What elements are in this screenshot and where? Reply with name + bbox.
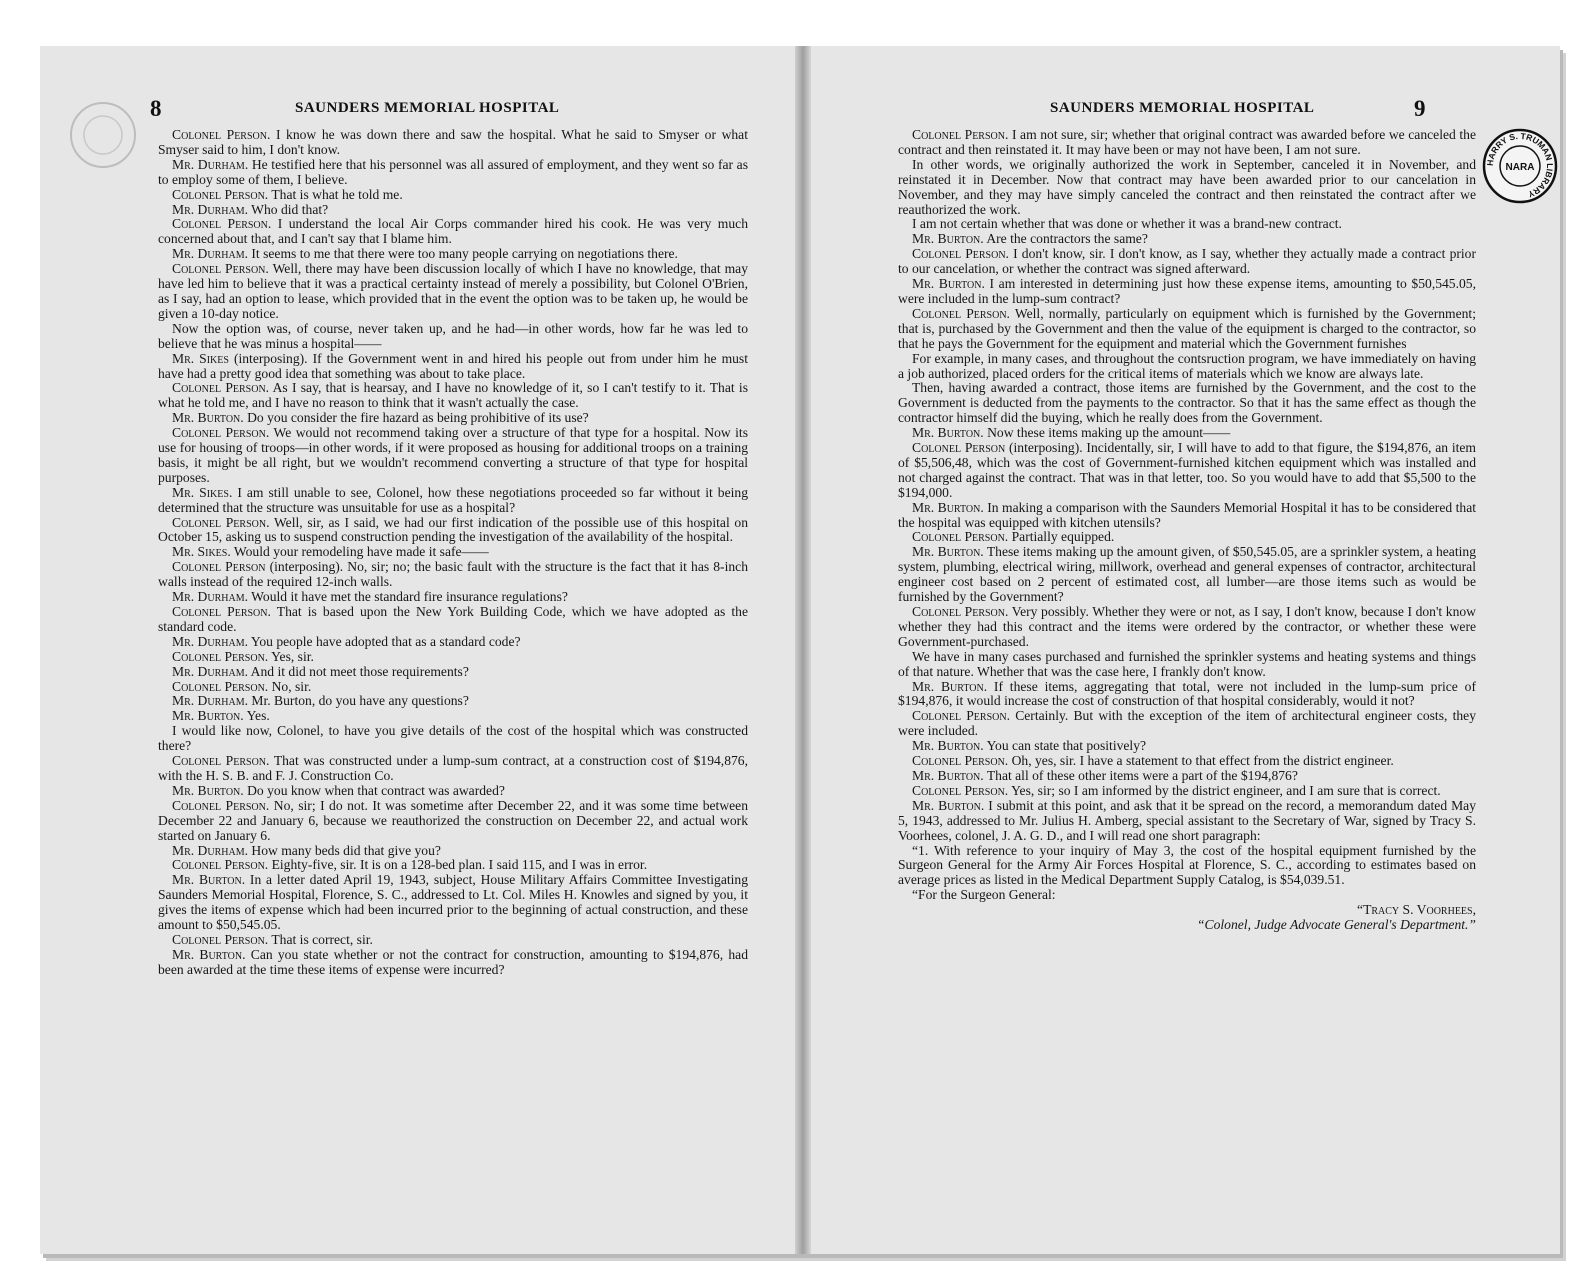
transcript-paragraph <box>158 247 748 262</box>
transcript-paragraph <box>898 426 1476 441</box>
transcript-paragraph <box>158 709 748 724</box>
paragraph-text: Now these items making up the amount—— <box>983 425 1231 441</box>
speaker-name: Mr. Burton. <box>912 678 988 694</box>
left-page-text <box>158 128 748 978</box>
transcript-paragraph <box>158 844 748 859</box>
speaker-name: Mr. Durham. <box>172 589 248 605</box>
paragraph-text: You people have adopted that as a standard code? <box>248 633 521 649</box>
paragraph-text: That is based upon the New York Building Code, which we have adopted as the standard code. <box>158 604 748 634</box>
running-header: SAUNDERS MEMORIAL HOSPITAL <box>1050 100 1315 116</box>
paragraph-text: I don't know, sir. I don't know, as I say, whether they actually made a contract prior to our cancelation, or whether the contract was signed afterward. <box>898 246 1476 277</box>
paragraph-text: Are the contractors the same? <box>983 231 1148 247</box>
paragraph-text: I am not sure, sir; whether that original contract was awarded before we canceled the contract and then reinstated it. It may have been or may not have been, I am not sure. <box>898 127 1476 157</box>
transcript-paragraph <box>158 411 748 426</box>
speaker-name: Colonel Person <box>912 440 1006 456</box>
paragraph-text: In other words, we originally authorized the work in September, canceled it in November, and reinstated it in December. Now that contract may have been awarded prior to our cancelation in November, and they may have simply canceled the contract and then reinstated the contract after we reauthorized the work. <box>898 156 1476 217</box>
speaker-name: Mr. Burton. <box>172 708 244 724</box>
transcript-paragraph <box>898 784 1476 799</box>
signature-name: “Tracy S. Voorhees, <box>1357 902 1476 918</box>
speaker-name: Colonel Person. <box>172 931 269 947</box>
paragraph-text: (interposing). Incidentally, sir, I will have to add to that figure, the $194,876, an item of $5,506,48, which was the cost of Government-furnished kitchen equipment which was installed and not charged against the contract. That was in that letter, too. So you would have to add that $5,500 to the $194,000. <box>898 440 1476 500</box>
speaker-name: Colonel Person. <box>172 857 269 873</box>
transcript-paragraph <box>158 545 748 560</box>
speaker-name: Colonel Person. <box>172 648 269 664</box>
transcript-paragraph <box>898 605 1476 650</box>
speaker-name: Colonel Person. <box>172 514 270 530</box>
speaker-name: Mr. Burton. <box>912 544 984 560</box>
paragraph-text: Certainly. But with the exception of the item of architectural engineer costs, they were included. <box>898 708 1476 739</box>
stamp-inner-text: NARA <box>1505 162 1535 173</box>
speaker-name: Colonel Person. <box>172 186 269 202</box>
transcript-paragraph <box>158 560 748 590</box>
transcript-paragraph <box>898 754 1476 769</box>
transcript-paragraph <box>158 948 748 978</box>
transcript-paragraph <box>898 352 1476 382</box>
transcript-paragraph <box>158 203 748 218</box>
transcript-paragraph <box>158 784 748 799</box>
speaker-name: Colonel Person. <box>172 216 272 232</box>
paragraph-text: Partially equipped. <box>1008 529 1115 545</box>
transcript-paragraph <box>158 873 748 933</box>
paragraph-text: I am interested in determining just how these expense items, amounting to $50,545.05, were included in the lump-sum contract? <box>898 276 1476 306</box>
transcript-paragraph <box>158 858 748 873</box>
speaker-name: Mr. Burton. <box>172 410 244 426</box>
paragraph-text: “For the Surgeon General: <box>912 887 1056 903</box>
paragraph-text: Well, there may have been discussion locally of which I have no knowledge, that may have led him to believe that it was a practical certainty instead of merely a possibility, but Colonel O'Brien, as I say, had an option to lease, which provided that in the event the option was to be taken up, he would be given a 10-day notice. <box>158 261 748 321</box>
paragraph-text: That was constructed under a lump-sum contract, at a construction cost of $194,876, with the H. S. B. and F. J. Construction Co. <box>158 753 748 783</box>
paragraph-text: These items making up the amount given, of $50,545.05, are a sprinkler system, a heating system, plumbing, electrical wiring, millwork, overhead and general expenses of contractor, architectural engineer cost based on 2 percent of estimated cost, all lumber—are those items such as would be furnished by the Government? <box>898 544 1476 605</box>
transcript-paragraph <box>898 888 1476 903</box>
transcript-paragraph <box>158 516 748 546</box>
paragraph-text: Do you know when that contract was awarded? <box>243 782 505 798</box>
transcript-paragraph <box>158 650 748 665</box>
paragraph-text: I understand the local Air Corps commander hired his cook. He was very much concerned about that, and I can't say that I blame him. <box>158 216 748 247</box>
paragraph-text: Do you consider the fire hazard as being prohibitive of its use? <box>243 410 589 426</box>
speaker-name: Mr. Burton. <box>912 276 985 292</box>
speaker-name: Mr. Burton. <box>912 797 985 813</box>
speaker-name: Colonel Person. <box>172 261 269 277</box>
transcript-paragraph <box>158 158 748 188</box>
speaker-name: Mr. Sikes <box>172 350 229 366</box>
speaker-name: Mr. Durham. <box>172 693 248 709</box>
transcript-paragraph <box>898 232 1476 247</box>
speaker-name: Mr. Durham. <box>172 201 248 217</box>
speaker-name: Colonel Person. <box>912 529 1009 545</box>
paragraph-text: Oh, yes, sir. I have a statement to that effect from the district engineer. <box>1008 753 1394 769</box>
paragraph-text: Yes, sir; so I am informed by the district engineer, and I am sure that is correct. <box>1008 782 1441 798</box>
paragraph-text: For example, in many cases, and throughout the contsruction program, we have immediately on having a job authorized, placed orders for the critical items of materials which we know are always late. <box>898 350 1476 381</box>
paragraph-text: Eighty-five, sir. It is on a 128-bed plan. I said 115, and I was in error. <box>268 857 648 873</box>
transcript-paragraph <box>158 381 748 411</box>
transcript-paragraph <box>158 754 748 784</box>
paragraph-text: Yes. <box>243 708 270 724</box>
paragraph-text: How many beds did that give you? <box>248 842 441 858</box>
page-number: 8 <box>150 96 162 121</box>
transcript-paragraph <box>158 933 748 948</box>
speaker-name: Mr. Burton. <box>912 425 984 441</box>
speaker-name: Mr. Burton. <box>912 231 984 247</box>
transcript-paragraph <box>158 322 748 352</box>
paragraph-text: No, sir; I do not. It was sometime after December 22, and it was some time between December 22 and January 6, because we reauthorized the construction on December 22, and actual work started on January 6. <box>158 797 748 843</box>
speaker-name: Mr. Durham. <box>172 842 248 858</box>
transcript-paragraph <box>898 844 1476 889</box>
paragraph-text: I know he was down there and saw the hospital. What he said to Smyser or what Smyser said to him, I don't know. <box>158 127 748 157</box>
paragraph-text: That all of these other items were a part of the $194,876? <box>983 767 1298 783</box>
transcript-paragraph <box>898 247 1476 277</box>
stamp-text: HARRY S. TRUMAN LIBRARY <box>1484 130 1556 200</box>
library-stamp-faded <box>68 100 138 170</box>
transcript-paragraph <box>158 486 748 516</box>
transcript-paragraph <box>158 635 748 650</box>
page-number: 9 <box>1414 96 1426 121</box>
transcript-paragraph <box>898 128 1476 158</box>
transcript-paragraph <box>898 739 1476 754</box>
speaker-name: Mr. Burton. <box>912 499 984 515</box>
paragraph-text: And it did not meet those requirements? <box>248 663 469 679</box>
transcript-paragraph <box>158 217 748 247</box>
paragraph-text: We have in many cases purchased and furnished the sprinkler systems and heating systems and things of that nature. Whether that was the case here, I frankly don't know. <box>898 648 1476 679</box>
paragraph-text: I submit at this point, and ask that it be spread on the record, a memorandum dated May 5, 1943, addressed to Mr. Julius H. Amberg, special assistant to the Secretary of War, signed by Tracy S. Voorhees, colonel, J. A. G. D., and I will read one short paragraph: <box>898 797 1477 843</box>
paragraph-text: (interposing). No, sir; no; the basic fault with the structure is the fact that it has 8-inch walls instead of the required 12-inch walls. <box>158 559 748 590</box>
paragraph-text: That is what he told me. <box>268 186 403 202</box>
transcript-paragraph <box>158 352 748 382</box>
transcript-paragraph <box>898 680 1476 710</box>
paragraph-text: You can state that positively? <box>983 738 1147 754</box>
speaker-name: Mr. Sikes. <box>172 484 233 500</box>
speaker-name: Colonel Person. <box>912 782 1009 798</box>
paragraph-text: “1. With reference to your inquiry of May 3, the cost of the hospital equipment furnished by the Surgeon General for the Army Air Forces Hospital at Florence, S. C., according to estimates based on average prices as listed in the Medical Department Supply Catalog, is $54,039.51. <box>898 842 1476 888</box>
speaker-name: Colonel Person. <box>912 246 1009 262</box>
speaker-name: Mr. Durham. <box>172 156 249 172</box>
paragraph-text: He testified here that his personnel was all assured of employment, and they went so far as to employ some of them, I believe. <box>158 156 748 187</box>
speaker-name: Colonel Person. <box>912 604 1009 619</box>
speaker-name: Mr. Burton. <box>172 946 246 962</box>
paragraph-text: As I say, that is hearsay, and I have no knowledge of it, so I can't testify to it. That is what he told me, and I have no reason to think that it wasn't actually the case. <box>158 380 748 411</box>
paragraph-text: Very possibly. Whether they were or not, as I say, I don't know, because I don't know whether they had this contract and the items were ordered by the contractor, or whether these were Government-purchased. <box>898 604 1476 649</box>
transcript-paragraph <box>158 680 748 695</box>
speaker-name: Colonel Person <box>172 559 266 575</box>
paragraph-text: Then, having awarded a contract, those items are furnished by the Government, and the cost to the Government is deducted from the payments to the contractor. So that it has the same effect as though the contractor himself did the buying, which he really does from the Government. <box>898 380 1476 426</box>
speaker-name: Colonel Person. <box>172 797 270 813</box>
paragraph-text: Now the option was, of course, never taken up, and he had—in other words, how far he was led to believe that he was minus a hospital—— <box>158 320 748 351</box>
paragraph-text: We would not recommend taking over a structure of that type for a hospital. Now its use for housing of troops—in other words, if it were proposed as housing for additional troops on a training basis, it might be all right, but we wouldn't recommend converting a structure of that type for hospital purposes. <box>158 425 748 485</box>
transcript-paragraph <box>898 709 1476 739</box>
speaker-name: Mr. Burton. <box>912 767 984 783</box>
paragraph-text: No, sir. <box>268 678 312 694</box>
transcript-paragraph <box>898 769 1476 784</box>
transcript-paragraph <box>898 799 1476 844</box>
transcript-paragraph <box>158 262 748 322</box>
speaker-name: Colonel Person. <box>912 127 1009 142</box>
speaker-name: Mr. Sikes. <box>172 544 231 560</box>
transcript-paragraph <box>158 590 748 605</box>
paragraph-text: I am not certain whether that was done or whether it was a brand-new contract. <box>912 216 1342 232</box>
paragraph-text: I am still unable to see, Colonel, how these negotiations proceeded so far without it being determined that the structure was unsuitable for use as a hospital? <box>158 484 748 515</box>
running-header: SAUNDERS MEMORIAL HOSPITAL <box>295 100 560 116</box>
paragraph-text: Would it have met the standard fire insurance regulations? <box>248 589 568 605</box>
paragraph-text: If these items, aggregating that total, were not included in the lump-sum price of $194,876, it would increase the cost of construction of that hospital considerably, would it not? <box>898 678 1476 709</box>
transcript-paragraph <box>898 650 1476 680</box>
transcript-paragraph <box>898 277 1476 307</box>
speaker-name: Colonel Person. <box>172 753 270 769</box>
paragraph-text: That is correct, sir. <box>268 931 373 947</box>
transcript-paragraph <box>898 381 1476 426</box>
right-page-text <box>898 128 1476 933</box>
speaker-name: Mr. Durham. <box>172 246 248 262</box>
transcript-paragraph <box>898 501 1476 531</box>
speaker-name: Mr. Burton. <box>912 738 984 754</box>
speaker-name: Colonel Person. <box>172 380 270 396</box>
transcript-paragraph <box>158 605 748 635</box>
transcript-paragraph <box>898 307 1476 352</box>
paragraph-text: In making a comparison with the Saunders Memorial Hospital it has to be considered that the hospital was equipped with kitchen utensils? <box>898 499 1477 530</box>
signature-title: “Colonel, Judge Advocate General's Department.” <box>1196 917 1476 933</box>
speaker-name: Colonel Person. <box>912 753 1009 769</box>
transcript-paragraph <box>158 128 748 158</box>
transcript-paragraph <box>158 694 748 709</box>
speaker-name: Mr. Durham. <box>172 633 248 649</box>
paragraph-text: It seems to me that there were too many people carrying on negotiations there. <box>248 246 678 262</box>
paragraph-text: Yes, sir. <box>268 648 314 664</box>
paragraph-text: Would your remodeling have made it safe—— <box>230 544 489 560</box>
paragraph-text: (interposing). If the Government went in and hired his people out from under him he must have had a pretty good idea that something was about to take place. <box>158 350 749 381</box>
paragraph-text: In a letter dated April 19, 1943, subject, House Military Affairs Committee Investigating Saunders Memorial Hospital, Florence, S. C., addressed to Lt. Col. Miles H. Knowles and signed by you, it gives the items of expense which had been incurred prior to the beginning of actual construction, and these amount to $50,545.05. <box>158 872 749 933</box>
truman-library-stamp <box>1482 128 1558 204</box>
speaker-name: Colonel Person. <box>912 708 1010 724</box>
paragraph-text: Well, normally, particularly on equipment which is furnished by the Government; that is, purchased by the Government and then the value of the equipment is charged to the contractor, so that he pays the Government for the equipment and material which the Government furnishes <box>898 305 1476 351</box>
paragraph-text: Mr. Burton, do you have any questions? <box>248 693 469 709</box>
transcript-paragraph <box>898 158 1476 218</box>
transcript-paragraph <box>158 724 748 754</box>
paragraph-text: Who did that? <box>248 201 329 217</box>
speaker-name: Mr. Burton. <box>172 782 244 798</box>
transcript-paragraph <box>158 799 748 844</box>
speaker-name: Mr. Durham. <box>172 663 248 679</box>
speaker-name: Colonel Person. <box>912 305 1010 321</box>
transcript-paragraph <box>898 217 1476 232</box>
speaker-name: Mr. Burton. <box>172 872 246 888</box>
speaker-name: Colonel Person. <box>172 604 271 619</box>
transcript-paragraph <box>898 530 1476 545</box>
paragraph-text: Can you state whether or not the contract for construction, amounting to $194,876, had been awarded at the time these items of expense were incurred? <box>158 946 748 977</box>
speaker-name: Colonel Person. <box>172 425 270 441</box>
transcript-paragraph <box>158 665 748 680</box>
transcript-paragraph <box>898 545 1476 605</box>
speaker-name: Colonel Person. <box>172 127 271 142</box>
paragraph-text: Well, sir, as I said, we had our first indication of the possible use of this hospital on October 15, asking us to suspend construction pending the investigation of the availability of the hospital. <box>158 514 748 545</box>
transcript-paragraph <box>898 441 1476 501</box>
transcript-paragraph <box>158 188 748 203</box>
transcript-paragraph <box>158 426 748 486</box>
speaker-name: Colonel Person. <box>172 678 269 694</box>
paragraph-text: I would like now, Colonel, to have you give details of the cost of the hospital which was constructed there? <box>158 723 748 754</box>
